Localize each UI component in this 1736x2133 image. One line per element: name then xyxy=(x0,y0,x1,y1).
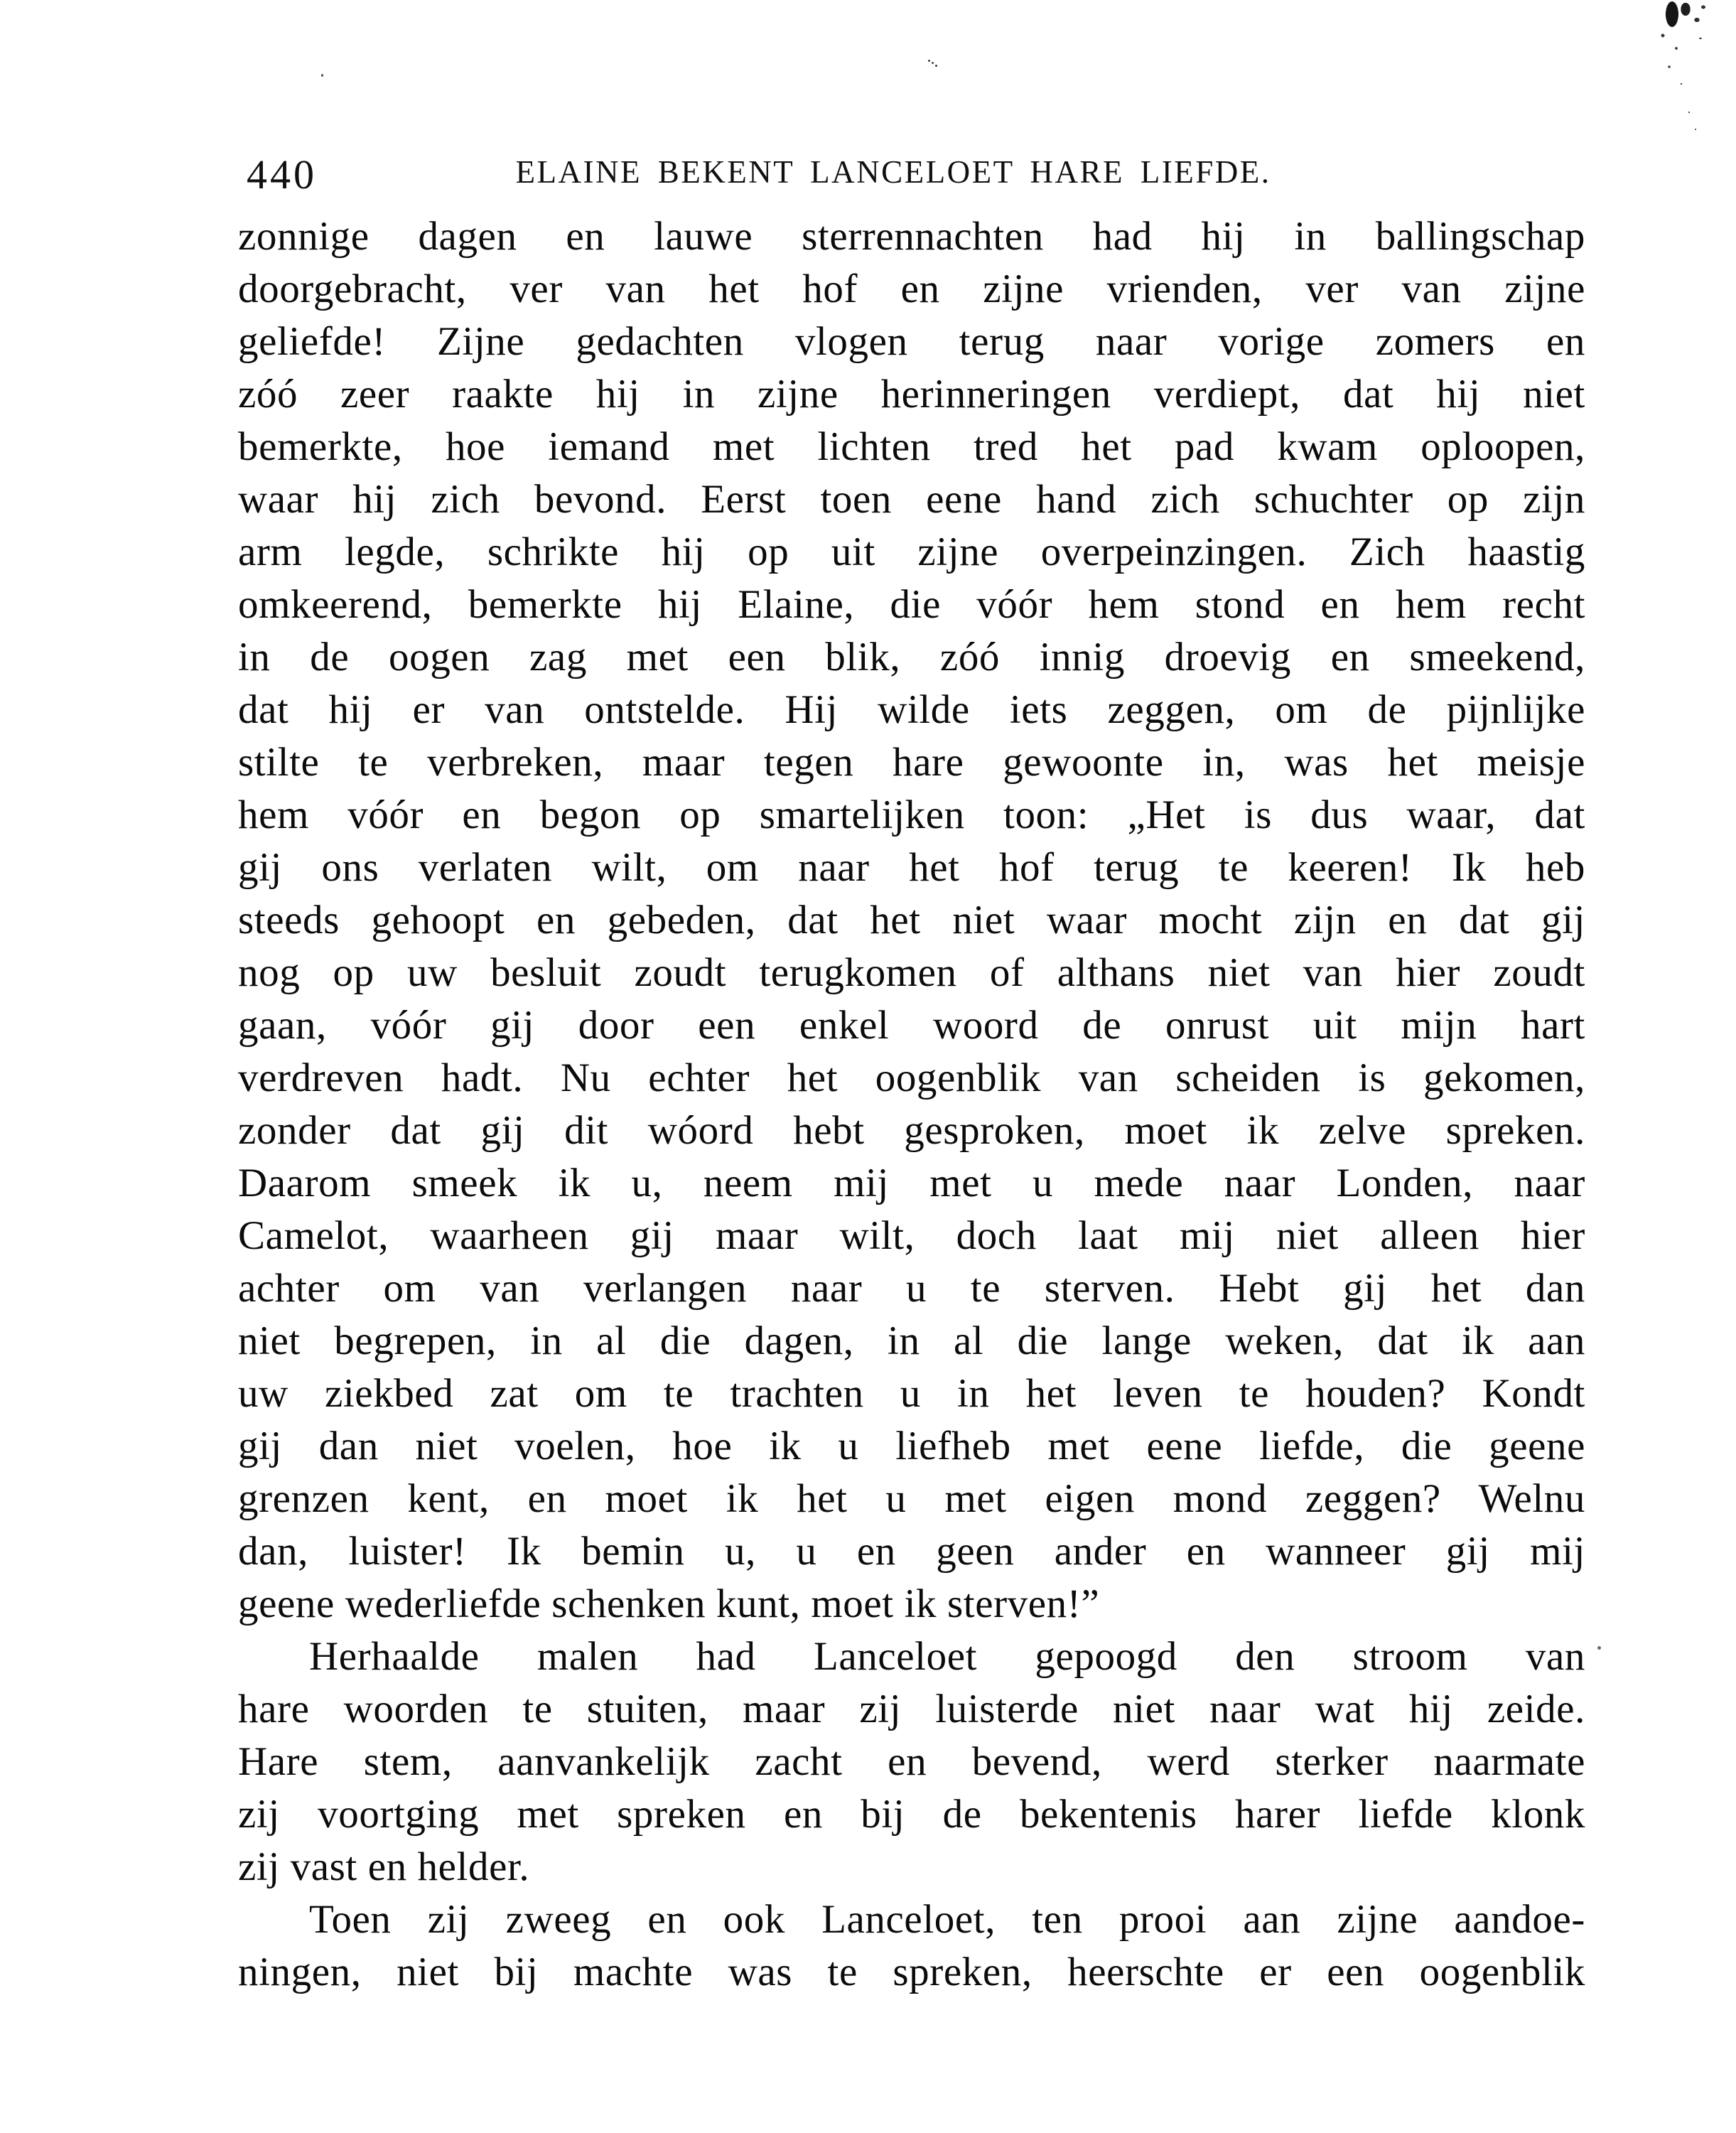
text-line: waar hij zich bevond. Eerst toen eene hand zich schuchter op zijn xyxy=(238,477,1585,522)
text-line: zóó zeer raakte hij in zijne herinneringen verdiept, dat hij niet xyxy=(238,372,1585,417)
text-line: doorgebracht, ver van het hof en zijne vrienden, ver van zijne xyxy=(238,267,1585,311)
text-line: zonder dat gij dit wóord hebt gesproken, moet ik zelve spreken. xyxy=(238,1108,1585,1153)
text-line: verdreven hadt. Nu echter het oogenblik van scheiden is gekomen, xyxy=(238,1055,1585,1100)
text-line: Camelot, waarheen gij maar wilt, doch laat mij niet alleen hier xyxy=(238,1213,1585,1258)
text-line: geliefde! Zijne gedachten vlogen terug naar vorige zomers en xyxy=(238,319,1585,364)
text-line: gij ons verlaten wilt, om naar het hof terug te keeren! Ik heb xyxy=(238,845,1585,890)
running-title: ELAINE BEKENT LANCELOET HARE LIEFDE. xyxy=(515,154,1271,190)
text-line: zij voortging met spreken en bij de bekentenis harer liefde klonk xyxy=(238,1792,1585,1837)
text-line: Hare stem, aanvankelijk zacht en bevend, werd sterker naarmate xyxy=(238,1739,1585,1784)
scan-speck xyxy=(321,74,323,77)
scan-speck xyxy=(928,60,930,62)
text-line: dat hij er van ontstelde. Hij wilde iets zeggen, om de pijnlijke xyxy=(238,687,1585,732)
text-line: ningen, niet bij machte was te spreken, heerschte er een oogenblik xyxy=(238,1950,1585,1994)
page-number: 440 xyxy=(247,151,317,198)
text-line: Herhaalde malen had Lanceloet gepoogd den stroom van xyxy=(309,1634,1585,1679)
text-line: dan, luister! Ik bemin u, u en geen ander en wanneer gij mij xyxy=(238,1529,1585,1574)
text-line: arm legde, schrikte hij op uit zijne overpeinzingen. Zich haastig xyxy=(238,530,1585,574)
text-line: grenzen kent, en moet ik het u met eigen mond zeggen? Welnu xyxy=(238,1476,1585,1521)
text-line: gij dan niet voelen, hoe ik u liefheb met eene liefde, die geene xyxy=(238,1424,1585,1468)
text-line: hem vóór en begon op smartelijken toon: „Het is dus waar, dat xyxy=(238,793,1585,837)
text-line: gaan, vóór gij door een enkel woord de onrust uit mijn hart xyxy=(238,1003,1585,1048)
text-line: zonnige dagen en lauwe sterrennachten had hij in ballingschap xyxy=(238,214,1585,259)
text-line: achter om van verlangen naar u te sterven. Hebt gij het dan xyxy=(238,1266,1585,1311)
text-line: bemerkte, hoe iemand met lichten tred het pad kwam oploopen, xyxy=(238,424,1585,469)
paragraph xyxy=(238,210,1585,1630)
text-line: in de oogen zag met een blik, zóó innig droevig en smeekend, xyxy=(238,635,1585,679)
text-line: geene wederliefde schenken kunt, moet ik sterven!” xyxy=(238,1581,1100,1626)
text-line: uw ziekbed zat om te trachten u in het leven te houden? Kondt xyxy=(238,1371,1585,1416)
body-text xyxy=(238,210,1585,1999)
text-line: zij vast en helder. xyxy=(238,1844,530,1889)
text-line: Daarom smeek ik u, neem mij met u mede naar Londen, naar xyxy=(238,1161,1585,1205)
text-line: hare woorden te stuiten, maar zij luisterde niet naar wat hij zeide. xyxy=(238,1687,1585,1731)
text-line: nog op uw besluit zoudt terugkomen of althans niet van hier zoudt xyxy=(238,950,1585,995)
paragraph xyxy=(238,1893,1585,1999)
page-header xyxy=(238,151,1585,196)
ink-smudge-artifact xyxy=(1641,0,1726,149)
scan-speck xyxy=(1597,1646,1601,1650)
text-line: steeds gehoopt en gebeden, dat het niet waar mocht zijn en dat gij xyxy=(238,898,1585,942)
text-line: stilte te verbreken, maar tegen hare gewoonte in, was het meisje xyxy=(238,740,1585,785)
text-line: Toen zij zweeg en ook Lanceloet, ten prooi aan zijne aandoe- xyxy=(309,1897,1585,1942)
text-line: omkeerend, bemerkte hij Elaine, die vóór hem stond en hem recht xyxy=(238,582,1585,627)
paragraph xyxy=(238,1630,1585,1893)
text-line: niet begrepen, in al die dagen, in al die lange weken, dat ik aan xyxy=(238,1318,1585,1363)
